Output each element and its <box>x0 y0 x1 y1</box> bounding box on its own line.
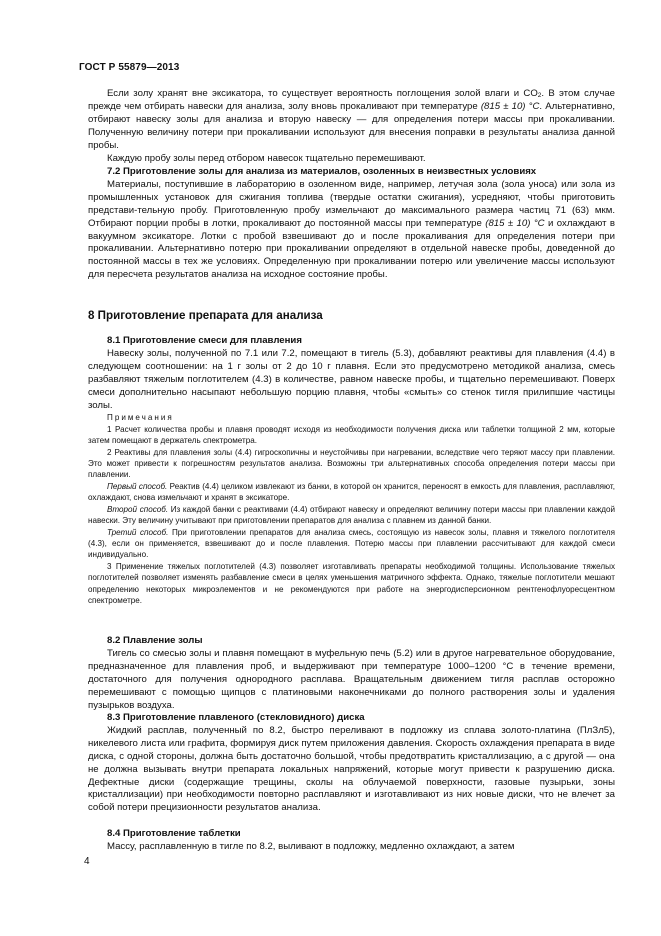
section-8-4-title: 8.4 Приготовление таблетки <box>107 828 241 839</box>
section-8-3 <box>88 712 615 815</box>
section-7-2-title: 7.2 Приготовление золы для анализа из материалов, озоленных в неизвестных условиях <box>107 166 537 177</box>
paragraph-unknown-ash <box>88 179 615 282</box>
section-8-1-title: 8.1 Приготовление смеси для плавления <box>107 335 302 346</box>
section-8-2 <box>88 635 615 712</box>
paragraph-glass-disc: Жидкий расплав, полученный по 8.2, быстро переливают в подложку из сплава золото-платина (ПлЗл5), никелевого листа или графита, формируя диск путем приложения давления. Скорость охлаждения препарата в виде диска, с одной стороны, должна быть достаточно большой, чтобы предотвратить кристаллизацию, а с другой — она не должна вызывать внутри препарата локальных напряжений, которые могут привести к разрушению диска. Дефектные диски (содержащие трещины, сколы на облучаемой поверхности, газовые пузырьки, зоны кристаллизации) при необходимости повторно расплавляют и изготавливают из них новые диски, что не влечет за собой потери прецизионности результатов анализа. <box>88 724 615 814</box>
section-8-3-title: 8.3 Приготовление плавленого (стекловидного) диска <box>107 712 365 723</box>
method-1-text: Реактив (4.4) целиком извлекают из банки, в которой он хранится, переносят в емкость для плавления, расплавляют, охлаждают, снова измельчают и хранят в эксикаторе. <box>88 481 615 503</box>
p1-text-a: Если золу хранят вне эксикатора, то существует вероятность поглощения золой влаги и CO <box>107 88 538 99</box>
paragraph-ash-storage <box>88 88 615 153</box>
method-1-label: Первый способ. <box>107 481 168 491</box>
note-3: 3 Применение тяжелых поглотителей (4.3) позволяет изготавливать препараты необходимой толщины. Использование тяжелых поглотителей позволяет изменять разбавление смеси в целях уменьшения матричного эффекта. Однако, тяжелые поглотители мешают определению некоторых микроэлементов и не рекомендуются при работе на энергодисперсионном рентгенофлуоресцентном спектрометре. <box>88 561 615 605</box>
method-2-label: Второй способ. <box>107 504 169 514</box>
section-8-heading-block <box>88 309 615 323</box>
section-8-1 <box>88 335 615 606</box>
p1-text-c: . Альтернативно, отбирают навеску золы для анализа и вторую навеску — для определения потери массы при прокаливании. Полученную величину потери при прокаливании используют для внесения поправки в результаты анализа данной пробы. <box>88 100 615 151</box>
p3-text-b: и охлаждают в вакуумном эксикаторе. Лотки с пробой взвешивают до и после прокаливания для определения потери при прокаливании. Альтернативно потерю при прокаливании определяют в отдельной навеске пробы, доведенной до постоянной массы в тех же условиях. Определенную при прокаливании потерю или увеличение массы используют для пересчета результатов анализа на исходное состояние пробы. <box>88 217 616 281</box>
p1-temperature: (815 ± 10) °C <box>480 100 540 112</box>
note-2-method-1 <box>88 481 615 504</box>
note-2: 2 Реактивы для плавления золы (4.4) гигроскопичны и неустойчивы при нагревании, вследствие чего теряют массу при плавлении. Это может привести к погрешностям результатов анализа. Возможны три альтернативных способа определения потери массы при плавлении. <box>88 447 615 480</box>
section-7-1-tail <box>88 88 615 165</box>
section-8-4 <box>88 828 615 854</box>
method-3-text: При приготовлении препаратов для анализа смесь, состоящую из навесок золы, плавня и тяжелого поглотителя (4.3), если он применяется, взвешивают до и после плавления. Потерю массы при плавлении рассчитывают для каждой смеси индивидуально. <box>88 527 615 560</box>
p1-subscript: 2 <box>537 92 542 99</box>
note-2-method-2 <box>88 504 615 527</box>
p1-text-b: . В этом случае прежде чем отбирать навески для анализа, золу вновь прокаливают при температуре <box>88 88 616 112</box>
standard-header: ГОСТ Р 55879—2013 <box>79 62 180 73</box>
paragraph-fusion-mix: Навеску золы, полученной по 7.1 или 7.2, помещают в тигель (5.3), добавляют реактивы для плавления (4.4) в следующем соотношении: на 1 г золы от 2 до 10 г плавня. Если это предусмотрено методикой анализа, смесь разбавляют тяжелым поглотителем (4.3) в количестве, равном навеске пробы, и тщательно перемешивают. Поверх смеси дополнительно насыпают небольшую порцию плавня, чтобы «смыть» со стенок тигля прилипшие частицы золы. <box>88 347 615 411</box>
section-8-2-title: 8.2 Плавление золы <box>107 635 203 646</box>
paragraph-tablet: Массу, расплавленную в тигле по 8.2, выливают в подложку, медленно охлаждают, а затем <box>107 840 515 852</box>
paragraph-ash-fusion: Тигель со смесью золы и плавня помещают в муфельную печь (5.2) или в другое нагревательное оборудование, предназначенное для плавления проб, и выдерживают при температуре 1000–1200 °C в течение времени, достаточного для получения однородного расплава. Вращательным движением тигля расплав осторожно перемешивают с помощью щипцов с платиновыми наконечниками до полного растворения золы и удаления пузырьков воздуха. <box>88 647 615 711</box>
p3-text-a: Материалы, поступившие в лабораторию в озоленном виде, например, летучая зола (зола уноса) или зола из промышленных установок для сжигания топлива (твердые остатки сжигания), усредняют, чтобы приготовить представи-тельную пробу. Приготовленную пробу измельчают до максимального размера частиц 71 (63) мкм. Отбирают порции пробы в лотки, прокаливают до постоянной массы при температуре <box>88 178 615 229</box>
p3-temperature: (815 ± 10) °C <box>485 217 545 229</box>
note-2-method-3 <box>88 527 615 561</box>
paragraph-mixing: Каждую пробу золы перед отбором навесок тщательно перемешивают. <box>107 152 426 164</box>
section-7-2 <box>88 166 615 282</box>
notes-title: Примечания <box>107 413 174 423</box>
method-3-label: Третий способ. <box>107 527 169 537</box>
method-2-text: Из каждой банки с реактивами (4.4) отбирают навеску и определяют величину потери массы при плавлении каждой навески. Эту величину учитывают при приготовлении препаратов для анализа с плавнем из данной банки. <box>88 504 616 526</box>
page-number: 4 <box>84 856 90 867</box>
section-8-title: 8 Приготовление препарата для анализа <box>88 309 323 322</box>
note-1: 1 Расчет количества пробы и плавня проводят исходя из необходимости получения диска или таблетки толщиной 2 мм, которые затем помещают в держатель спектрометра. <box>88 424 615 446</box>
